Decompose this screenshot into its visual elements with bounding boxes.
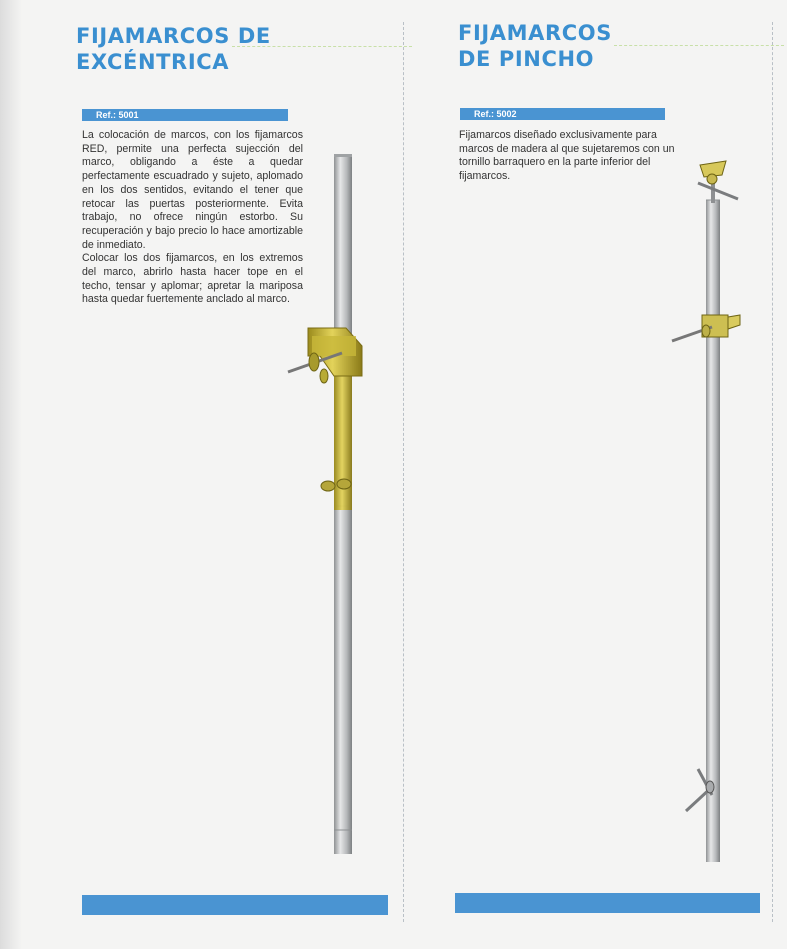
title-line-1: FIJAMARCOS DE xyxy=(76,24,271,48)
product-title xyxy=(458,20,612,72)
product-description xyxy=(82,129,303,307)
description-paragraph-1: La colocación de marcos, con los fijamarcos RED, permite una perfecta sujección del marco, obligando a éste a quedar perfectamente escuadrado y sujeto, aplomado en los dos sentidos, evitando el tener que retocar las puertas posteriormente. Evita trabajo, no ofrece ningún estorbo. Su recuperación y bajo precio lo hace amortizable de inmediato. xyxy=(82,129,303,251)
scan-shadow-edge xyxy=(0,0,22,949)
right-edge-dashed xyxy=(772,22,773,922)
description-paragraph-2: Colocar los dos fijamarcos, en los extremos del marco, abrirlo hasta hacer tope en el techo, tensar y aplomar; apretar la mariposa hasta quedar fuertemente anclado al marco. xyxy=(82,252,303,306)
fijamarcos-pincho-image xyxy=(668,155,748,865)
footer-bar-left xyxy=(82,895,388,915)
footer-bar-right xyxy=(455,893,760,913)
title-line-1: FIJAMARCOS xyxy=(458,21,612,45)
ref-badge: Ref.: 5002 xyxy=(460,108,665,120)
title-rule-right xyxy=(614,45,784,46)
product-description xyxy=(459,129,681,184)
title-line-2: EXCÉNTRICA xyxy=(76,50,230,74)
ref-badge: Ref.: 5001 xyxy=(82,109,288,121)
column-divider-dashed xyxy=(403,22,404,922)
title-line-2: DE PINCHO xyxy=(458,47,595,71)
product-title xyxy=(76,23,271,75)
description-paragraph-1: Fijamarcos diseñado exclusivamente para marcos de madera al que sujetaremos con un tornillo barraquero en la parte inferior del fijamarcos. xyxy=(459,129,675,183)
fijamarcos-excentrica-image xyxy=(282,150,382,860)
